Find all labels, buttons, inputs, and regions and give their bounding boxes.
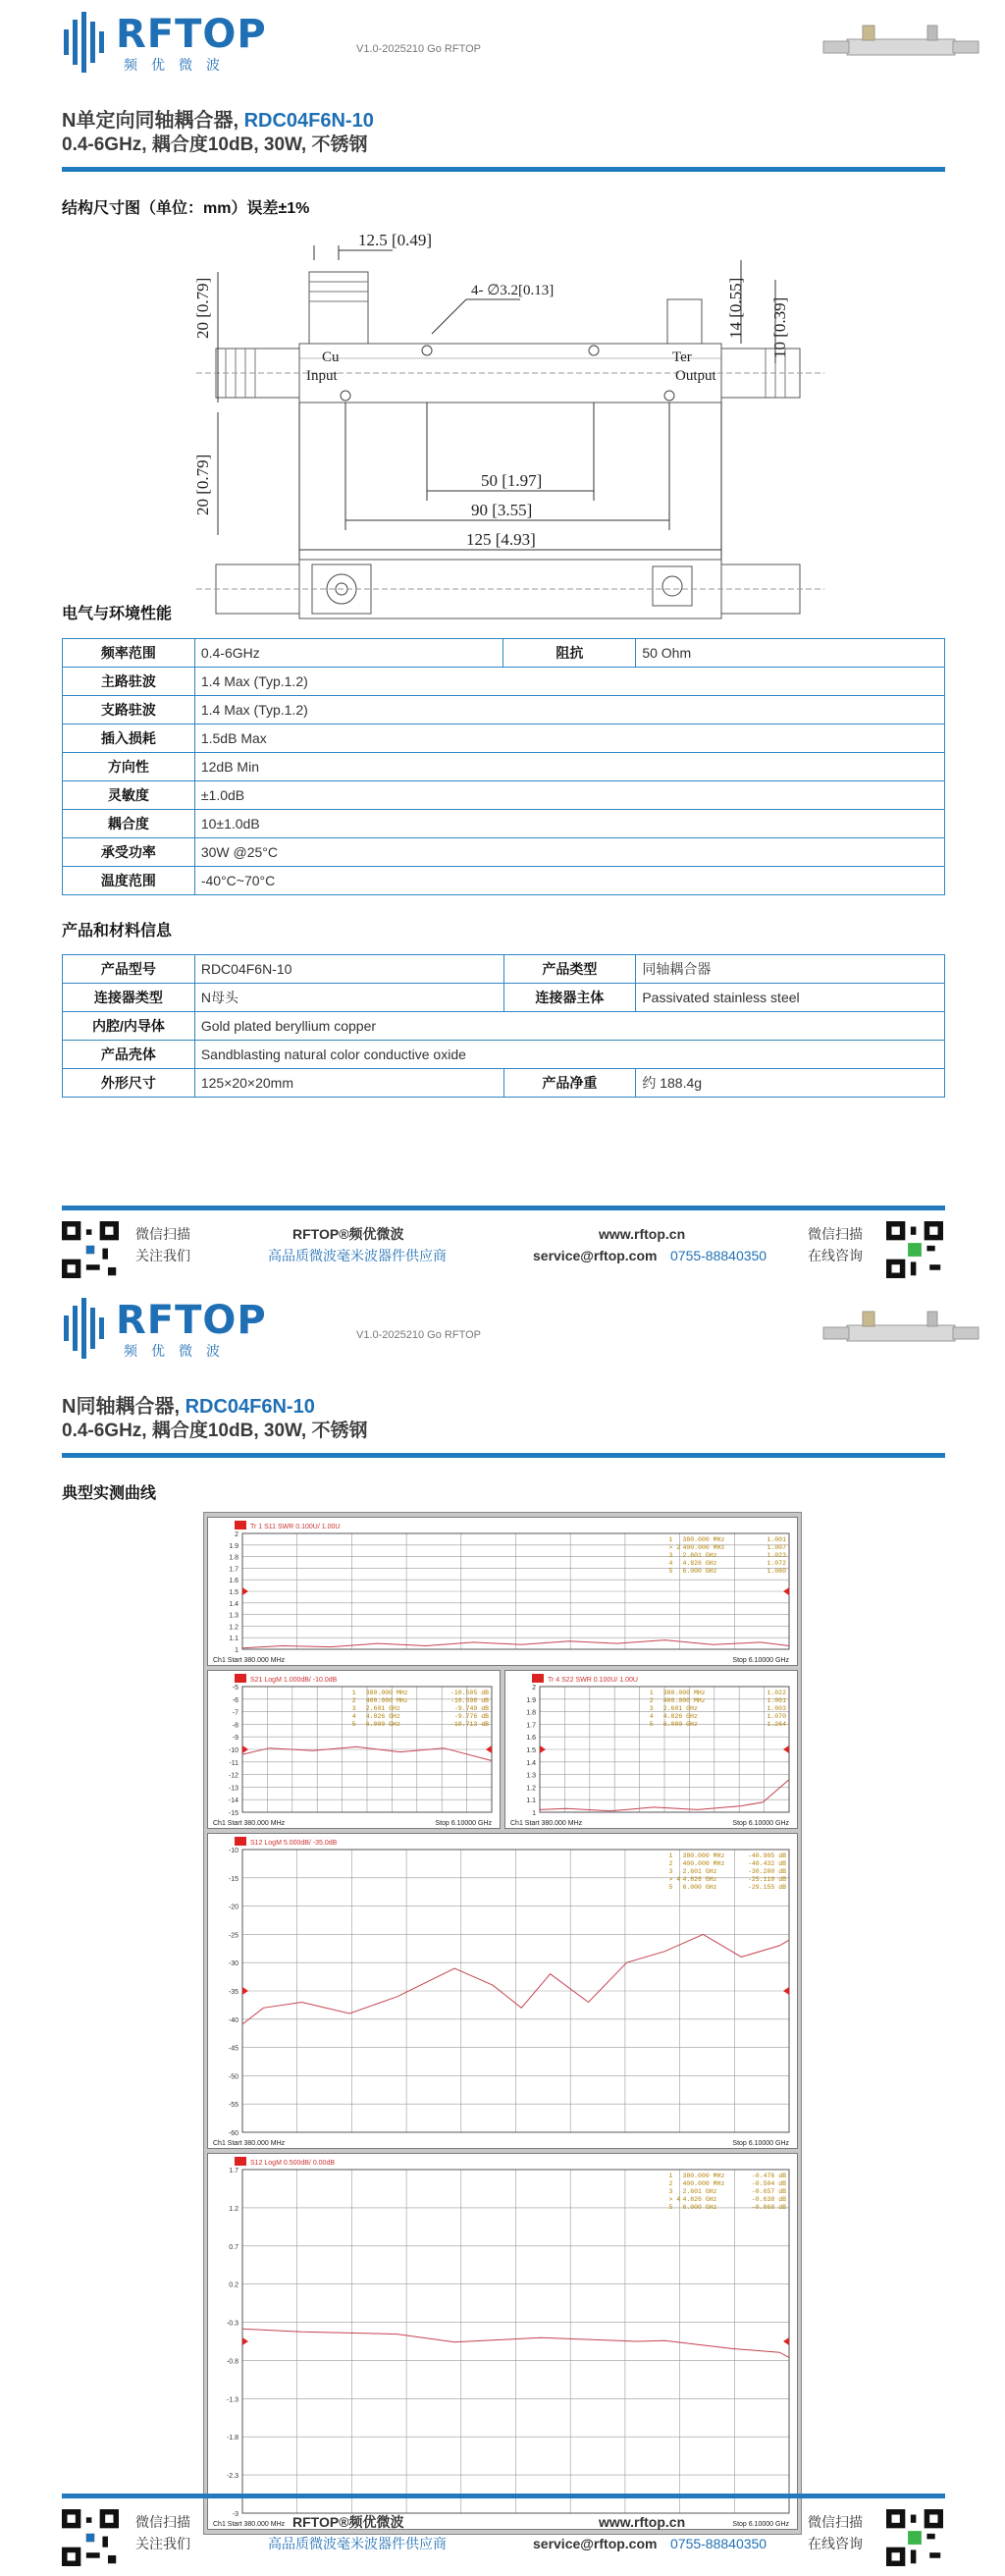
marker-freq: 400.000 MHz [662,1697,706,1704]
y-tick-label: 1.8 [526,1709,536,1717]
footer2-divider [62,2494,945,2498]
marker-freq: 380.000 MHz [662,1690,706,1696]
y-tick-label: 2 [235,1531,238,1538]
dim-90: 90 [3.55] [471,501,533,519]
marker-index: 5 [668,2204,673,2211]
marker-freq: 380.000 MHz [682,1852,725,1859]
marker-value: 1.001 [767,1697,786,1704]
y-tick-label: -3 [232,2511,238,2518]
elec-value: 50 Ohm [636,639,945,668]
mat-key: 产品净重 [503,1069,636,1098]
start-freq-label: Ch1 Start 380.000 MHz [213,2140,286,2147]
chart-title: S12 LogM 5.000dB/ -35.0dB [250,1840,338,1847]
title-prefix: N单定向同轴耦合器, [62,110,244,132]
marker-value: 1.007 [767,1544,786,1551]
elec-value: -40°C~70°C [194,867,944,895]
elec-key: 插入损耗 [63,724,195,753]
y-tick-label: 1.2 [229,2205,238,2213]
y-tick-label: 1.1 [229,1636,238,1643]
marker-index: 5 [351,1721,356,1728]
marker-freq: 380.000 MHz [682,2173,725,2179]
y-tick-label: 1.9 [229,1542,238,1550]
y-tick-label: 1.4 [229,1600,238,1608]
mat-value: Sandblasting natural color conductive oxide [194,1041,944,1069]
mat-key: 产品类型 [503,955,636,984]
dim-20-left: 20 [0.79] [193,277,212,339]
y-tick-label: -12 [228,1772,238,1780]
y-tick-label: 1 [235,1647,238,1654]
elec-key: 频率范围 [63,639,195,668]
title2-model: RDC04F6N-10 [185,1396,315,1418]
marker-value: 1.264 [767,1721,786,1728]
table-row [63,724,945,753]
label-input: Input [306,368,338,384]
marker-value: -40.432 dB [747,1860,786,1867]
qr-code-icon[interactable] [62,1221,119,1278]
start-freq-label: Ch1 Start 380.000 MHz [510,1820,583,1827]
product-image-2 [820,1304,981,1353]
elec-value: 1.5dB Max [194,724,944,753]
dim-12-5: 12.5 [0.49] [358,231,433,249]
y-tick-label: -30 [228,1960,238,1968]
y-tick-label: -45 [228,2045,238,2053]
elec-key: 温度范围 [63,867,195,895]
marker-freq: 4.826 GHz [682,2196,717,2203]
table-row [63,753,945,781]
y-tick-label: 2 [532,1685,536,1691]
mat-key: 连接器主体 [503,984,636,1012]
marker-value: 1.080 [767,1568,786,1575]
start-freq-label: Ch1 Start 380.000 MHz [213,1820,286,1827]
section-material-title: 产品和材料信息 [62,923,173,939]
y-tick-label: 1.8 [229,1554,238,1562]
marker-freq: 380.000 MHz [365,1690,408,1696]
marker-freq: 400.000 MHz [365,1697,408,1704]
chart-title: Tr 4 S22 SWR 0.100U/ 1.00U [548,1677,638,1684]
marker-value: -9.749 dB [453,1705,489,1712]
table-row [63,1069,945,1098]
table-row [63,1012,945,1041]
footer2-email[interactable]: service@rftop.com [533,2536,658,2551]
table-row [63,1041,945,1069]
footer-follow-label: 关注我们 [135,1248,190,1263]
footer-divider [62,1206,945,1210]
marker-freq: 2.601 GHz [365,1705,400,1712]
elec-key: 灵敏度 [63,781,195,810]
marker-freq: 2.601 GHz [682,1868,717,1875]
trace-marker-icon [235,1521,246,1530]
table-row [63,838,945,867]
marker-index: 5 [668,1568,673,1575]
label-ter: Ter [672,349,692,365]
footer2-consult-label: 在线咨询 [808,2536,863,2551]
y-tick-label: -6 [232,1696,238,1704]
marker-index: 2 [351,1697,356,1704]
section-elec-title: 电气与环境性能 [62,606,173,622]
mat-key: 产品壳体 [63,1041,195,1069]
start-freq-label: Ch1 Start 380.000 MHz [213,1657,286,1664]
marker-freq: 6.000 GHz [682,1568,717,1575]
table-row [63,696,945,724]
page-title [62,104,374,133]
elec-value: 10±1.0dB [194,810,944,838]
mat-key: 产品型号 [63,955,195,984]
footer2-company: RFTOP®频优微波 [292,2514,404,2530]
marker-index: 2 [668,2180,673,2187]
trace-marker-icon [235,1674,246,1683]
marker-freq: 2.601 GHz [682,2188,717,2195]
elec-value: 1.4 Max (Typ.1.2) [194,668,944,696]
marker-index: 2 [668,1860,673,1867]
marker-index: 4 [351,1713,356,1720]
y-tick-label: 1.9 [526,1696,536,1704]
marker-index: 1 [668,1852,673,1859]
material-table [62,954,945,1098]
mat-value: N母头 [194,984,503,1012]
section-drawing-title: 结构尺寸图（单位：mm）误差±1% [62,200,310,217]
chart-s11-swr [207,1517,798,1666]
trace-marker-icon [235,1837,246,1846]
y-tick-label: -0.8 [226,2358,238,2366]
label-cu: Cu [322,349,340,365]
mat-value: 同轴耦合器 [636,955,945,984]
y-tick-label: 1.7 [229,1566,238,1574]
chart-s12-logm [207,1833,798,2149]
footer-phone[interactable]: 0755-88840350 [670,1248,767,1263]
y-tick-label: -8 [232,1722,238,1730]
marker-index: 2 [649,1697,654,1704]
elec-key: 耦合度 [63,810,195,838]
footer-wechat2-label: 微信扫描 [808,1226,863,1242]
marker-value: -0.504 dB [751,2180,786,2187]
mat-value: Gold plated beryllium copper [194,1012,944,1041]
mat-key: 内腔/内导体 [63,1012,195,1041]
table-row [63,984,945,1012]
footer2-wechat2-label: 微信扫描 [808,2514,863,2530]
start-freq-label: Ch1 Start 380.000 MHz [213,2521,286,2528]
stop-freq-label: Stop 6.10000 GHz [435,1820,492,1827]
marker-freq: 6.000 GHz [365,1721,400,1728]
table-row [63,668,945,696]
y-tick-label: 1.6 [526,1735,536,1743]
y-tick-label: 1.7 [526,1722,536,1730]
marker-freq: 4.826 GHz [365,1713,400,1720]
page-subtitle: 0.4-6GHz, 耦合度10dB, 30W, 不锈钢 [62,134,368,155]
mat-key: 连接器类型 [63,984,195,1012]
marker-value: -10.505 dB [450,1690,489,1696]
stop-freq-label: Stop 6.10000 GHz [732,2140,789,2147]
ref-arrow-right-icon [783,1745,789,1753]
marker-value: 1.003 [767,1705,786,1712]
y-tick-label: -50 [228,2073,238,2081]
title-model: RDC04F6N-10 [243,110,374,132]
y-tick-label: -10 [228,1747,238,1754]
marker-index: > 4 [668,1876,681,1883]
y-tick-label: 1.2 [526,1785,536,1793]
y-tick-label: 1.5 [526,1747,536,1754]
y-tick-label: 1.1 [526,1798,536,1805]
marker-index: 1 [351,1690,356,1696]
y-tick-label: -5 [232,1685,238,1691]
logo-text: RFTOP [116,12,267,57]
footer-website[interactable]: www.rftop.cn [599,1226,686,1242]
mat-key: 外形尺寸 [63,1069,195,1098]
dim-hole: 4- ∅3.2[0.13] [471,283,555,298]
trace-marker-icon [532,1674,544,1683]
table-row [63,810,945,838]
ref-arrow-right-icon [783,2337,789,2345]
footer2-wechat-label: 微信扫描 [135,2514,190,2530]
marker-value: -25.110 dB [747,1876,786,1883]
footer-1 [62,1206,945,1284]
marker-value: -30.200 dB [747,1868,786,1875]
y-tick-label: 1.2 [229,1624,238,1632]
chart-title: Tr 1 S11 SWR 0.100U/ 1.00U [250,1524,341,1530]
footer-2 [62,2494,945,2572]
chart-title: S12 LogM 0.500dB/ 0.00dB [250,2160,336,2167]
trace-marker-icon [235,2157,246,2166]
marker-index: 4 [668,1560,673,1567]
mat-value: Passivated stainless steel [636,984,945,1012]
y-tick-label: -9 [232,1735,238,1743]
logo-subtext-2: 频优微波 [124,1344,234,1360]
stop-freq-label: Stop 6.10000 GHz [732,2521,789,2528]
title2-prefix: N同轴耦合器, [62,1396,185,1418]
y-tick-label: -55 [228,2102,238,2110]
y-tick-label: -1.3 [226,2396,238,2404]
elec-key: 承受功率 [63,838,195,867]
elec-value: ±1.0dB [194,781,944,810]
y-tick-label: 1.5 [229,1589,238,1596]
marker-freq: 4.826 GHz [662,1713,698,1720]
footer2-website[interactable]: www.rftop.cn [599,2514,686,2530]
table-row [63,781,945,810]
y-tick-label: -40 [228,2016,238,2024]
marker-index: 4 [649,1713,654,1720]
ref-arrow-right-icon [486,1745,492,1753]
elec-spec-table [62,638,945,895]
chart-title: S21 LogM 1.000dB/ -10.0dB [250,1677,338,1684]
footer2-follow-label: 关注我们 [135,2536,190,2551]
page2-subtitle: 0.4-6GHz, 耦合度10dB, 30W, 不锈钢 [62,1421,368,1441]
ref-arrow-right-icon [783,1987,789,1995]
elec-value: 30W @25°C [194,838,944,867]
marker-freq: 6.000 GHz [682,2204,717,2211]
marker-value: 1.070 [767,1713,786,1720]
ref-arrow-right-icon [783,1587,789,1595]
marker-freq: 4.826 GHz [682,1560,717,1567]
marker-freq: 400.000 MHz [682,2180,725,2187]
marker-freq: 6.000 GHz [682,1884,717,1891]
marker-value: -29.155 dB [747,1884,786,1891]
marker-freq: 380.000 MHz [682,1536,725,1543]
chart-s21-logm [207,1670,501,1829]
marker-freq: 4.826 GHz [682,1876,717,1883]
y-tick-label: -25 [228,1932,238,1940]
qr-code-consult-icon[interactable] [886,1221,943,1278]
y-tick-label: -11 [229,1759,238,1767]
y-tick-label: 1.3 [526,1772,536,1780]
logo-subtext: 频优微波 [124,58,234,74]
footer2-slogan: 高品质微波毫米波器件供应商 [268,2536,447,2551]
qr-code-consult-icon-2[interactable] [886,2509,943,2566]
chart-s22-swr [504,1670,798,1829]
footer-consult-label: 在线咨询 [808,1248,863,1263]
marker-index: 3 [668,1868,673,1875]
elec-value: 12dB Min [194,753,944,781]
y-tick-label: -7 [232,1709,238,1717]
y-tick-label: 1.7 [229,2168,238,2174]
table-row [63,639,945,668]
ref-arrow-left-icon [242,1587,248,1595]
ref-arrow-left-icon [242,1745,248,1753]
logo-text-2: RFTOP [116,1298,267,1343]
version-label: V1.0-2025210 Go RFTOP [356,43,481,55]
stop-freq-label: Stop 6.10000 GHz [732,1657,789,1664]
y-tick-label: 0.2 [229,2281,238,2289]
marker-index: 5 [649,1721,654,1728]
header-divider-2 [62,1453,945,1458]
y-tick-label: -1.8 [226,2435,238,2442]
mat-value: RDC04F6N-10 [194,955,503,984]
footer-wechat-label: 微信扫描 [135,1226,190,1242]
dim-50: 50 [1.97] [481,471,543,490]
dim-125: 125 [4.93] [466,530,536,549]
elec-value: 1.4 Max (Typ.1.2) [194,696,944,724]
marker-freq: 6.000 GHz [662,1721,698,1728]
marker-value: -0.476 dB [751,2173,786,2179]
marker-value: 1.001 [767,1536,786,1543]
marker-index: 1 [668,1536,673,1543]
y-tick-label: 1.4 [526,1759,536,1767]
marker-value: -0.868 dB [751,2204,786,2211]
product-image [820,18,981,67]
page2-title [62,1390,315,1419]
ref-arrow-left-icon [242,1987,248,1995]
ref-arrow-left-icon [540,1745,546,1753]
marker-value: -0.638 dB [751,2196,786,2203]
marker-value: 1.072 [767,1560,786,1567]
y-tick-label: -10 [228,1848,238,1854]
page2-header [62,1294,945,1471]
y-tick-label: -60 [228,2130,238,2137]
y-tick-label: -15 [228,1810,238,1817]
marker-index: 1 [668,2173,673,2179]
table-row [63,955,945,984]
marker-value: 1.022 [767,1690,786,1696]
marker-value: -10.598 dB [450,1697,489,1704]
marker-freq: 400.000 MHz [682,1544,725,1551]
marker-index: > 4 [668,2196,681,2203]
marker-index: 5 [668,1884,673,1891]
version-label-2: V1.0-2025210 Go RFTOP [356,1329,481,1341]
y-tick-label: 1.3 [229,1612,238,1620]
elec-key: 方向性 [63,753,195,781]
mat-value: 125×20×20mm [194,1069,503,1098]
marker-value: -9.776 dB [453,1713,489,1720]
mat-value: 约 188.4g [636,1069,945,1098]
y-tick-label: 1.6 [229,1578,238,1585]
chart-s12-logm-insertion [207,2153,798,2530]
y-tick-label: -13 [228,1785,238,1793]
marker-value: -40.905 dB [747,1852,786,1859]
y-tick-label: -35 [228,1989,238,1996]
marker-index: 3 [668,1552,673,1559]
elec-key: 阻抗 [503,639,636,668]
ref-arrow-left-icon [242,2337,248,2345]
elec-key: 支路驻波 [63,696,195,724]
footer-email[interactable]: service@rftop.com [533,1248,658,1263]
y-tick-label: -15 [228,1875,238,1883]
measurement-curves [203,1512,802,2535]
marker-index: > 2 [668,1544,681,1551]
footer-company: RFTOP®频优微波 [292,1226,404,1242]
y-tick-label: 1 [532,1810,536,1817]
marker-value: -10.713 dB [450,1721,489,1728]
page1-header [62,8,945,185]
y-tick-label: 0.7 [229,2243,238,2251]
marker-freq: 400.000 MHz [682,1860,725,1867]
footer2-phone[interactable]: 0755-88840350 [670,2536,767,2551]
y-tick-label: -20 [228,1904,238,1911]
stop-freq-label: Stop 6.10000 GHz [732,1820,789,1827]
marker-index: 3 [668,2188,673,2195]
y-tick-label: -0.3 [226,2320,238,2328]
elec-value: 0.4-6GHz [194,639,503,668]
table-row [63,867,945,895]
marker-index: 1 [649,1690,654,1696]
y-tick-label: -14 [228,1798,238,1805]
section-curves-title: 典型实测曲线 [62,1485,157,1502]
qr-code-icon-2[interactable] [62,2509,119,2566]
dim-20-bottom: 20 [0.79] [193,454,212,515]
marker-freq: 2.601 GHz [682,1552,717,1559]
marker-index: 3 [351,1705,356,1712]
dimension-drawing [193,221,824,594]
y-tick-label: -2.3 [226,2473,238,2481]
marker-index: 3 [649,1705,654,1712]
footer-slogan: 高品质微波毫米波器件供应商 [268,1248,447,1263]
marker-value: -0.657 dB [751,2188,786,2195]
marker-value: 1.023 [767,1552,786,1559]
dim-14: 14 [0.55] [726,277,745,339]
header-divider [62,167,945,172]
label-output: Output [675,368,716,384]
marker-freq: 2.601 GHz [662,1705,698,1712]
dim-10: 10 [0.39] [770,296,789,358]
elec-key: 主路驻波 [63,668,195,696]
